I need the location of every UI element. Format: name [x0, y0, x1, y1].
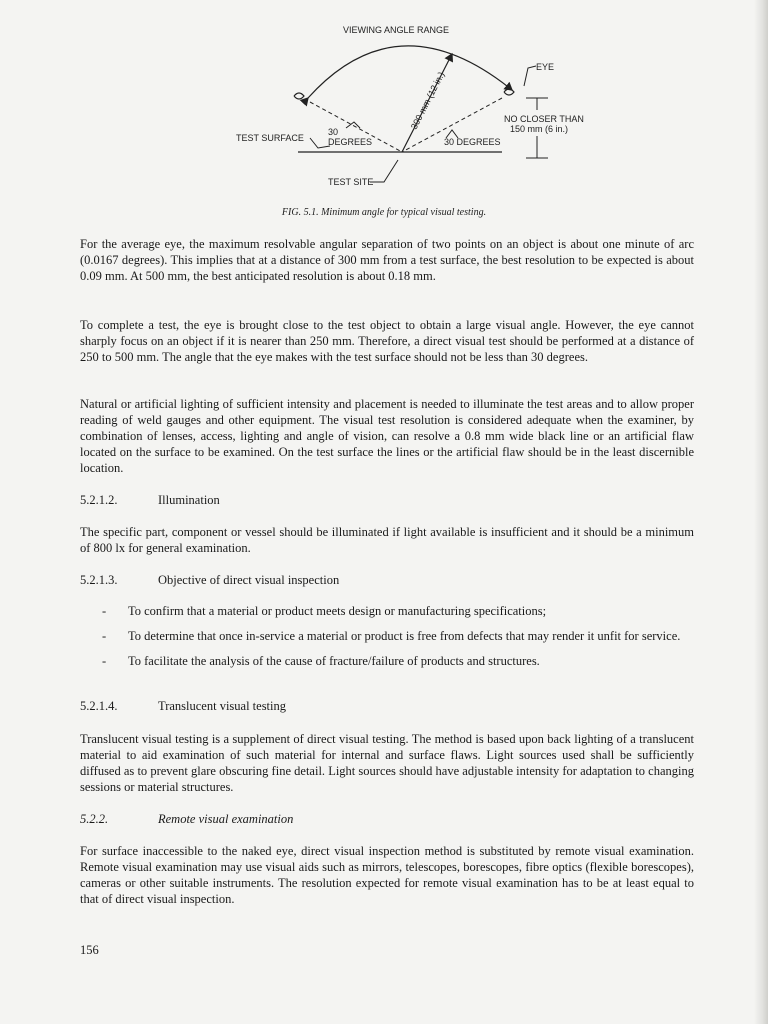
- paragraph-text: For surface inaccessible to the naked eye, direct visual inspection method is substituted by remote visual examination. Remote visual examination may use visual aids such as mirrors, telescopes, borescopes, fibre optics (flexible borescopes), cameras or other suitable instruments. The resolution expected for remote visual examination has to be at least equal to that of direct visual inspection.: [80, 844, 694, 906]
- label-degrees-left: DEGREES: [328, 137, 373, 147]
- heading-objective: [80, 572, 339, 588]
- heading-remote: [80, 811, 293, 827]
- page-number: 156: [80, 943, 99, 957]
- bullet-dash: -: [102, 604, 107, 618]
- heading-number: 5.2.1.4.: [80, 699, 118, 713]
- eye-icon-left: [294, 93, 304, 99]
- label-test-surface: TEST SURFACE: [236, 133, 304, 143]
- heading-title: Illumination: [158, 493, 220, 507]
- label-eye: EYE: [536, 62, 555, 72]
- heading-title: Translucent visual testing: [158, 699, 287, 713]
- bullet-dash: -: [102, 629, 107, 643]
- heading-translucent: [80, 698, 286, 714]
- label-30-left: 30: [328, 127, 339, 137]
- paragraph-lighting: [80, 396, 694, 476]
- viewing-angle-arc: [308, 46, 512, 98]
- paragraph-remote: [80, 843, 694, 907]
- paragraph-illumination: [80, 524, 694, 556]
- heading-number: 5.2.1.3.: [80, 573, 118, 587]
- paragraph-test-distance: [80, 317, 694, 365]
- paragraph-text: The specific part, component or vessel should be illuminated if light available is insufficient and it should be a minimum of 800 lx for general examination.: [80, 525, 694, 555]
- viewing-angle-diagram: [220, 18, 584, 196]
- paragraph-resolution: [80, 236, 694, 284]
- list-item: [100, 653, 694, 669]
- list-item-text: To determine that once in-service a material or product is free from defects that may render it unfit for service.: [128, 629, 681, 643]
- paragraph-translucent: [80, 731, 694, 795]
- eye-leader-line: [524, 66, 536, 86]
- list-item: [100, 628, 694, 644]
- label-no-closer-line2: 150 mm (6 in.): [510, 124, 569, 134]
- label-test-site: TEST SITE: [328, 177, 374, 187]
- label-viewing-angle: VIEWING ANGLE RANGE: [343, 25, 450, 35]
- bullet-dash: -: [102, 654, 107, 668]
- heading-illumination: [80, 492, 220, 508]
- paragraph-text: Translucent visual testing is a supplement of direct visual testing. The method is based upon back lighting of a translucent material to aid examination of such material for internal and surface flaws. Light sources used shall be sufficiently diffused as to prevent glare obscuring fine detail. Light sources should have adjustable intensity for adaptation to changing sessions or material structures.: [80, 732, 694, 794]
- objective-bullet-list: [100, 603, 694, 678]
- list-item: [100, 603, 694, 619]
- paragraph-text: For the average eye, the maximum resolvable angular separation of two points on an object is about one minute of arc (0.0167 degrees). This implies that at a distance of 300 mm from a test surface, the best resolution to be expected is about 0.09 mm. At 500 mm, the best anticipated resolution is about 0.18 mm.: [80, 237, 694, 283]
- figure-caption: FIG. 5.1. Minimum angle for typical visual testing.: [281, 207, 487, 218]
- test-surface-leader: [310, 138, 330, 148]
- figure-viewing-angle: [220, 18, 584, 196]
- list-item-text: To confirm that a material or product meets design or manufacturing specifications;: [128, 604, 547, 618]
- label-30-degrees-right: 30 DEGREES: [444, 137, 501, 147]
- list-item-text: To facilitate the analysis of the cause of fracture/failure of products and structures.: [128, 654, 540, 668]
- heading-number: 5.2.2.: [80, 812, 109, 826]
- label-no-closer-line1: NO CLOSER THAN: [504, 114, 584, 124]
- test-site-leader: [370, 160, 398, 182]
- paragraph-text: To complete a test, the eye is brought close to the test object to obtain a large visual angle. However, the eye cannot sharply focus on an object if it is nearer than 250 mm. Therefore, a direct visual test should be performed at a distance of 250 to 500 mm. The angle that the eye makes with the test surface should not be less than 30 degrees.: [80, 318, 694, 364]
- heading-number: 5.2.1.2.: [80, 493, 118, 507]
- page-edge-shadow: [754, 0, 768, 1024]
- heading-title: Remote visual examination: [158, 812, 294, 826]
- paragraph-text: Natural or artificial lighting of sufficient intensity and placement is needed to illuminate the test areas and to allow proper reading of weld gauges and other equipment. The visual test resolution is considered adequate when the examiner, by combination of lenses, access, lighting and angle of vision, can resolve a 0.8 mm wide black line or an artificial flaw located on the surface to be examined. On the test surface the lines or the artificial flaw should be in the least discernible location.: [80, 397, 694, 475]
- eye-icon-right: [504, 89, 514, 95]
- label-distance: 300 mm (12 in.): [408, 70, 447, 131]
- heading-title: Objective of direct visual inspection: [158, 573, 340, 587]
